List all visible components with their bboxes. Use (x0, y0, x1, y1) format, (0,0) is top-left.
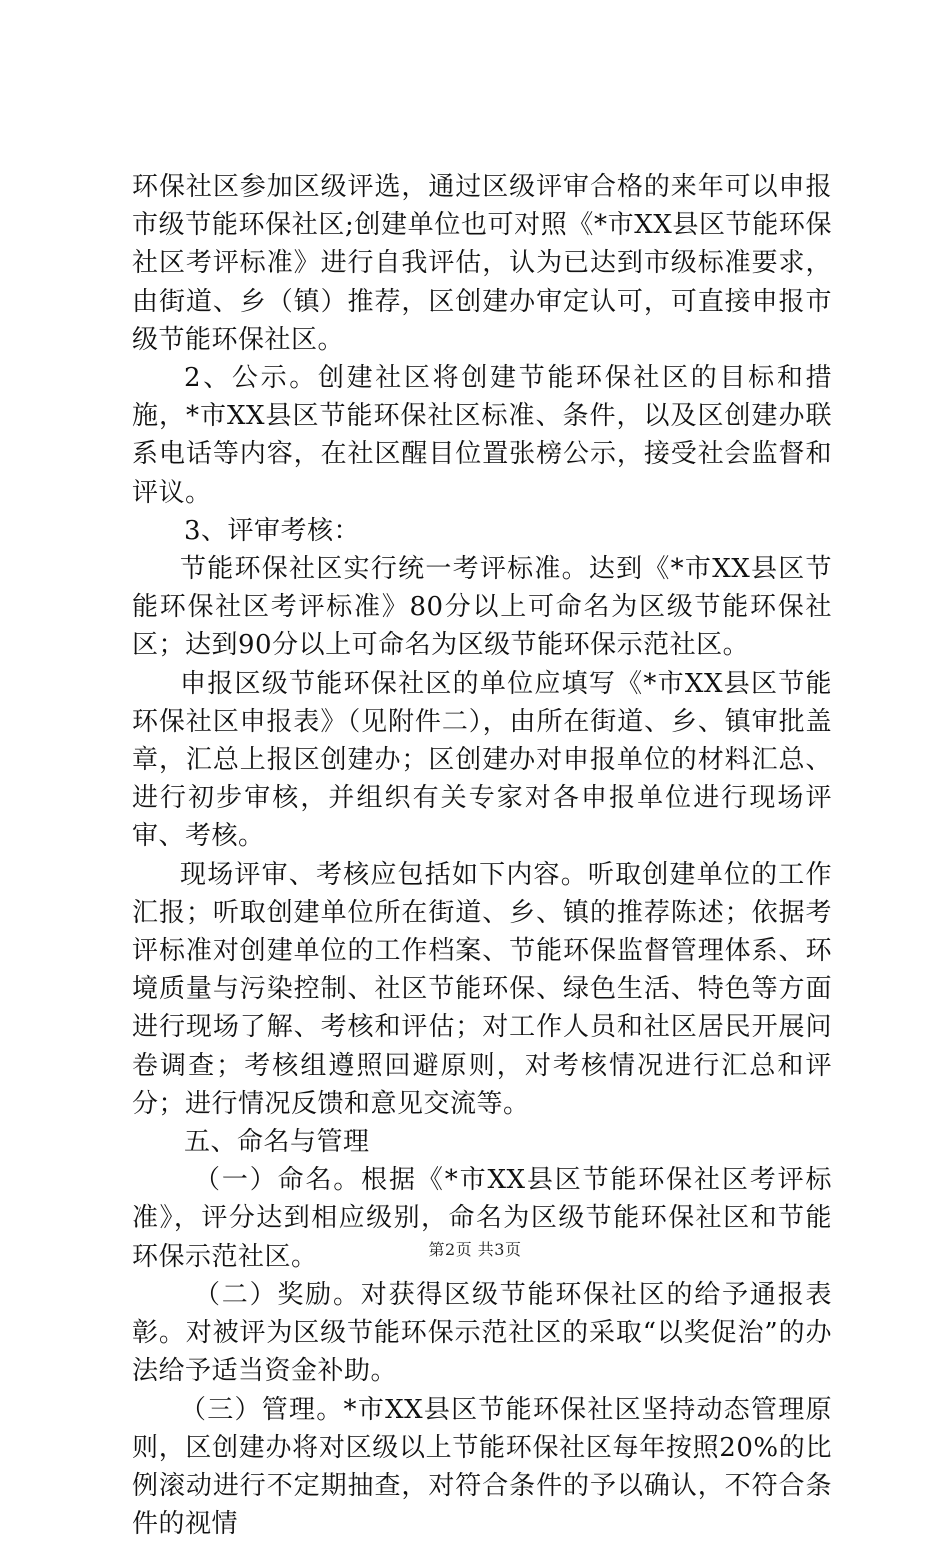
paragraph-review-heading: 3、评审考核： (132, 512, 832, 550)
paragraph-naming: （一）命名。根据《*市XX县区节能环保社区考评标准》，评分达到相应级别，命名为区级节能环保社区和节能环保示范社区。 (132, 1161, 832, 1276)
paragraph-onsite-review: 现场评审、考核应包括如下内容。听取创建单位的工作汇报；听取创建单位所在街道、乡、镇的推荐陈述；依据考评标准对创建单位的工作档案、节能环保监督管理体系、环境质量与污染控制、社区节能环保、绿色生活、特色等方面进行现场了解、考核和评估；对工作人员和社区居民开展问卷调查；考核组遵照回避原则，对考核情况进行汇总和评分；进行情况反馈和意见交流等。 (132, 856, 832, 1123)
page-number-footer: 第2页 共3页 (0, 1240, 950, 1260)
document-body (132, 168, 832, 1543)
section-heading-naming-management: 五、命名与管理 (132, 1123, 832, 1161)
paragraph-publicity: 2、公示。创建社区将创建节能环保社区的目标和措施，*市XX县区节能环保社区标准、条件，以及区创建办联系电话等内容，在社区醒目位置张榜公示，接受社会监督和评议。 (132, 359, 832, 512)
paragraph-reward: （二）奖励。对获得区级节能环保社区的给予通报表彰。对被评为区级节能环保示范社区的采取“以奖促治”的办法给予适当资金补助。 (132, 1276, 832, 1391)
paragraph-application: 申报区级节能环保社区的单位应填写《*市XX县区节能环保社区申报表》（见附件二），由所在街道、乡、镇审批盖章，汇总上报区创建办；区创建办对申报单位的材料汇总、进行初步审核，并组织有关专家对各申报单位进行现场评审、考核。 (132, 665, 832, 856)
paragraph-unified-standard: 节能环保社区实行统一考评标准。达到《*市XX县区节能环保社区考评标准》80分以上可命名为区级节能环保社区；达到90分以上可命名为区级节能环保示范社区。 (132, 550, 832, 665)
paragraph-management: （三）管理。*市XX县区节能环保社区坚持动态管理原则，区创建办将对区级以上节能环保社区每年按照20%的比例滚动进行不定期抽查，对符合条件的予以确认，不符合条件的视情 (132, 1391, 832, 1543)
paragraph-continuation: 环保社区参加区级评选，通过区级评审合格的来年可以申报市级节能环保社区;创建单位也可对照《*市XX县区节能环保社区考评标准》进行自我评估，认为已达到市级标准要求，由街道、乡（镇）推荐，区创建办审定认可，可直接申报市级节能环保社区。 (132, 168, 832, 359)
